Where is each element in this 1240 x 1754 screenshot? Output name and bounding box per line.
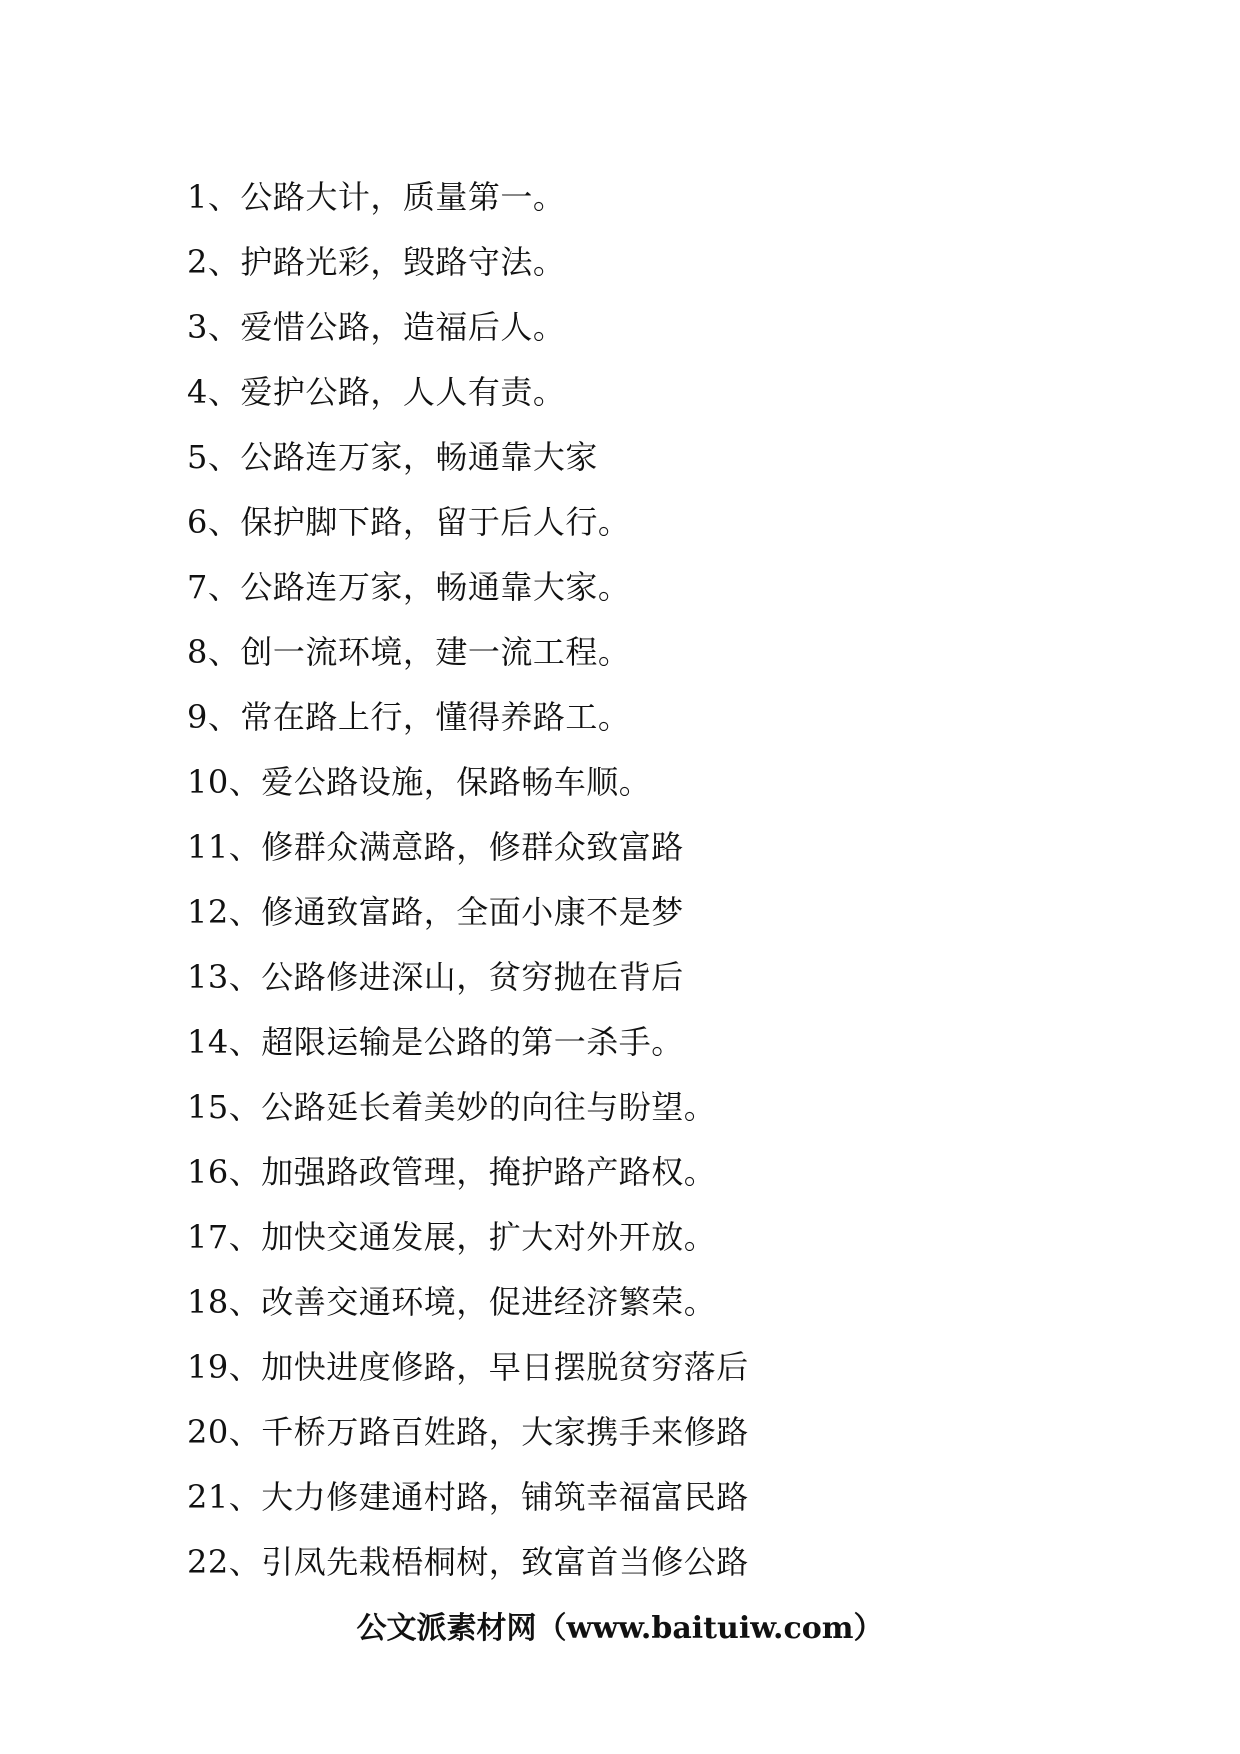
slogan-item: 17、加快交通发展，扩大对外开放。 [187, 1218, 717, 1256]
slogan-item: 12、修通致富路，全面小康不是梦 [187, 893, 684, 931]
slogan-item: 11、修群众满意路，修群众致富路 [187, 828, 684, 866]
slogan-item: 8、创一流环境，建一流工程。 [187, 633, 631, 671]
slogan-item: 22、引凤先栽梧桐树，致富首当修公路 [187, 1543, 749, 1581]
slogan-item: 6、保护脚下路，留于后人行。 [187, 503, 631, 541]
slogan-item: 10、爱公路设施，保路畅车顺。 [187, 763, 652, 801]
slogan-list [187, 165, 749, 1595]
slogan-item: 20、千桥万路百姓路，大家携手来修路 [187, 1413, 749, 1451]
slogan-item: 18、改善交通环境，促进经济繁荣。 [187, 1283, 717, 1321]
slogan-item: 4、爱护公路，人人有责。 [187, 373, 566, 411]
slogan-item: 16、加强路政管理，掩护路产路权。 [187, 1153, 717, 1191]
slogan-item: 1、公路大计，质量第一。 [187, 178, 566, 216]
slogan-item: 14、超限运输是公路的第一杀手。 [187, 1023, 684, 1061]
slogan-item: 2、护路光彩，毁路守法。 [187, 243, 566, 281]
slogan-item: 5、公路连万家，畅通靠大家 [187, 438, 598, 476]
slogan-item: 19、加快进度修路，早日摆脱贫穷落后 [187, 1348, 749, 1386]
slogan-item: 21、大力修建通村路，铺筑幸福富民路 [187, 1478, 749, 1516]
slogan-item: 9、常在路上行，懂得养路工。 [187, 698, 631, 736]
slogan-item: 7、公路连万家，畅通靠大家。 [187, 568, 631, 606]
slogan-item: 15、公路延长着美妙的向往与盼望。 [187, 1088, 717, 1126]
slogan-item: 13、公路修进深山，贫穷抛在背后 [187, 958, 684, 996]
footer-source-credit: 公文派素材网（www.baituiw.com） [356, 1611, 884, 1646]
slogan-item: 3、爱惜公路，造福后人。 [187, 308, 566, 346]
